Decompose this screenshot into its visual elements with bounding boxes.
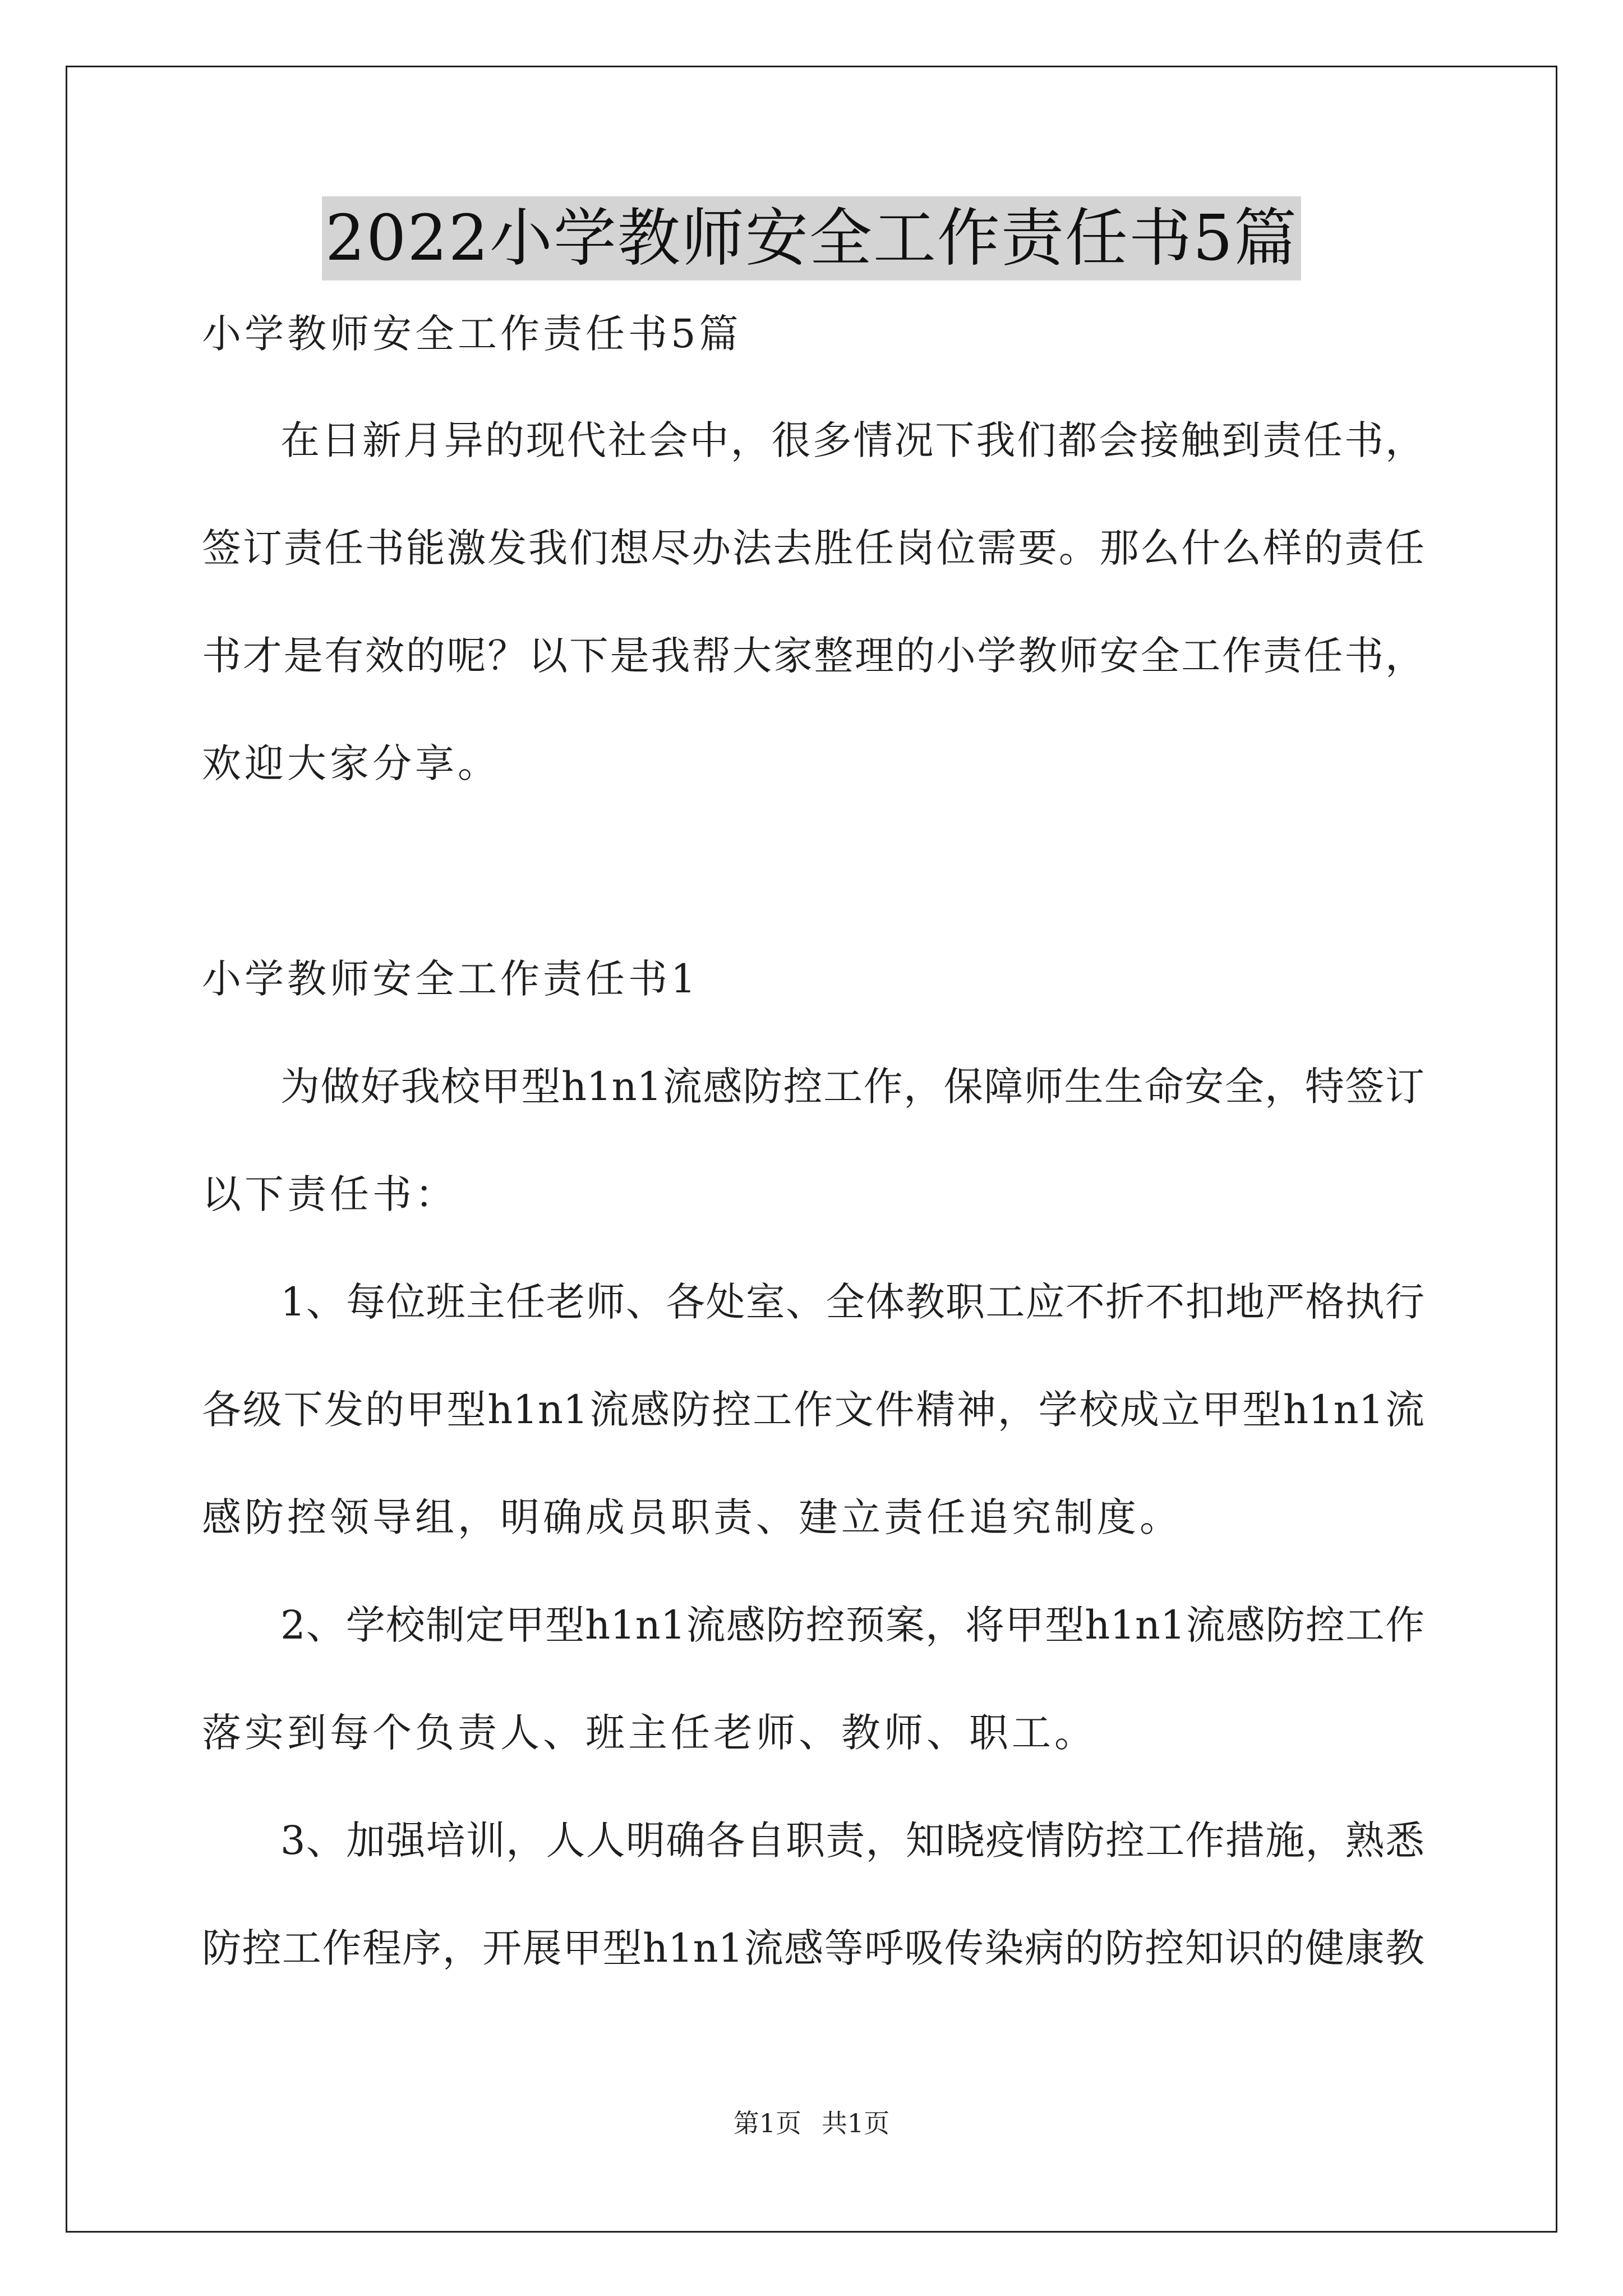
paragraph-line: 感防控领导组，明确成员职责、建立责任追究制度。 [202,1494,1182,1540]
paragraph-line: 为做好我校甲型h1n1流感防控工作，保障师生生命安全，特签订 [280,1064,1424,1110]
page-border [66,66,1557,2233]
page-number: 第1页 [733,2108,801,2138]
section-heading: 小学教师安全工作责任书1 [202,956,699,1002]
paragraph-line: 书才是有效的呢？以下是我帮大家整理的小学教师安全工作责任书， [202,633,1424,679]
paragraph-line: 落实到每个负责人、班主任老师、教师、职工。 [202,1710,1097,1756]
paragraph-line: 以下责任书： [202,1171,458,1217]
page-footer [0,2106,1623,2140]
paragraph-line: 各级下发的甲型h1n1流感防控工作文件精神，学校成立甲型h1n1流 [202,1387,1424,1433]
paragraph-line: 3、加强培训，人人明确各自职责，知晓疫情防控工作措施，熟悉 [280,1818,1424,1864]
page-total: 共1页 [822,2108,890,2138]
paragraph-line: 1、每位班主任老师、各处室、全体教职工应不折不扣地严格执行 [280,1279,1424,1325]
paragraph-line: 防控工作程序，开展甲型h1n1流感等呼吸传染病的防控知识的健康教 [202,1925,1424,1971]
paragraph-line: 欢迎大家分享。 [202,740,500,786]
paragraph-line: 在日新月异的现代社会中，很多情况下我们都会接触到责任书， [280,417,1424,463]
paragraph-line: 签订责任书能激发我们想尽办法去胜任岗位需要。那么什么样的责任 [202,525,1424,571]
subtitle-line: 小学教师安全工作责任书5篇 [202,311,742,357]
title-wrap [0,196,1623,280]
paragraph-line: 2、学校制定甲型h1n1流感防控预案，将甲型h1n1流感防控工作 [280,1602,1424,1648]
document-title: 2022小学教师安全工作责任书5篇 [322,196,1301,280]
